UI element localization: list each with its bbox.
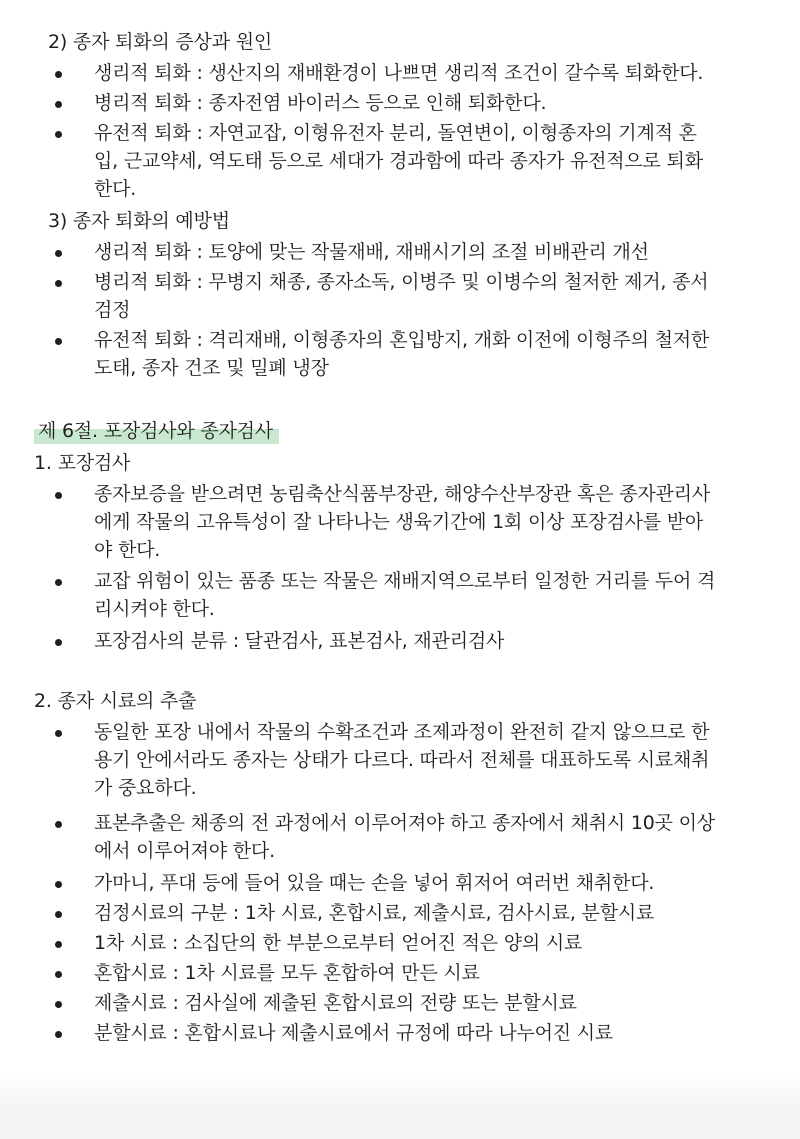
list-item-text: 에서 이루어져야 한다. (94, 840, 275, 862)
list-item-text: 포장검사의 분류 : 달관검사, 표본검사, 재관리검사 (94, 630, 505, 652)
list-item-text: 제출시료 : 검사실에 제출된 혼합시료의 전량 또는 분할시료 (94, 992, 577, 1014)
bullet-icon (55, 911, 62, 918)
list-item-text: 표본추출은 채종의 전 과정에서 이루어져야 하고 종자에서 채취시 10곳 이상 (94, 812, 715, 834)
page-bottom-margin (0, 1075, 800, 1139)
list-item-text: 에게 작물의 고유특성이 잘 나타나는 생육기간에 1회 이상 포장검사를 받아 (94, 511, 704, 533)
list-item-text: 종자보증을 받으려면 농림축산식품부장관, 해양수산부장관 혹은 종자관리사 (94, 483, 710, 505)
bullet-icon (55, 1001, 62, 1008)
subsection-heading-prevention: 3) 종자 퇴화의 예방법 (48, 210, 230, 232)
bullet-icon (55, 280, 62, 287)
bullet-icon (55, 821, 62, 828)
bullet-icon (55, 71, 62, 78)
heading-field-inspection: 1. 포장검사 (34, 452, 131, 474)
bullet-icon (55, 579, 62, 586)
subsection-heading-symptoms: 2) 종자 퇴화의 증상과 원인 (48, 31, 272, 53)
list-item-text: 병리적 퇴화 : 종자전염 바이러스 등으로 인해 퇴화한다. (94, 92, 547, 114)
bullet-icon (55, 131, 62, 138)
bullet-icon (55, 338, 62, 345)
list-item-text: 검정시료의 구분 : 1차 시료, 혼합시료, 제출시료, 검사시료, 분할시료 (94, 902, 655, 924)
list-item-text: 입, 근교약세, 역도태 등으로 세대가 경과함에 따라 종자가 유전적으로 퇴화 (94, 150, 703, 172)
list-item-text: 분할시료 : 혼합시료나 제출시료에서 규정에 따라 나누어진 시료 (94, 1022, 614, 1044)
bullet-icon (55, 1031, 62, 1038)
bullet-icon (55, 730, 62, 737)
list-item-text: 교잡 위험이 있는 품종 또는 작물은 재배지역으로부터 일정한 거리를 두어 격 (94, 570, 716, 592)
bullet-icon (55, 881, 62, 888)
bullet-icon (55, 492, 62, 499)
list-item-text: 가마니, 푸대 등에 들어 있을 때는 손을 넣어 휘저어 여러번 채취한다. (94, 872, 655, 894)
bullet-icon (55, 941, 62, 948)
list-item-text: 동일한 포장 내에서 작물의 수확조건과 조제과정이 완전히 같지 않으므로 한 (94, 721, 710, 743)
list-item-text: 생리적 퇴화 : 생산지의 재배환경이 나쁘면 생리적 조건이 갈수록 퇴화한다. (94, 62, 704, 84)
list-item-text: 리시켜야 한다. (94, 598, 215, 620)
list-item-text: 병리적 퇴화 : 무병지 채종, 종자소독, 이병주 및 이병수의 철저한 제거, 종서 (94, 271, 709, 293)
list-item-text: 생리적 퇴화 : 토양에 맞는 작물재배, 재배시기의 조절 비배관리 개선 (94, 241, 649, 263)
list-item-text: 도태, 종자 건조 및 밀폐 냉장 (94, 357, 329, 379)
section-title-highlighted: 제 6절. 포장검사와 종자검사 (34, 418, 279, 444)
list-item-text: 유전적 퇴화 : 격리재배, 이형종자의 혼입방지, 개화 이전에 이형주의 철저한 (94, 329, 710, 351)
list-item-text: 검정 (94, 299, 131, 321)
list-item-text: 가 중요하다. (94, 777, 197, 799)
list-item-text: 혼합시료 : 1차 시료를 모두 혼합하여 만든 시료 (94, 962, 480, 984)
list-item-text: 유전적 퇴화 : 자연교잡, 이형유전자 분리, 돌연변이, 이형종자의 기계적 혼 (94, 122, 697, 144)
bullet-icon (55, 250, 62, 257)
bullet-icon (55, 101, 62, 108)
list-item-text: 야 한다. (94, 539, 161, 561)
heading-seed-sampling: 2. 종자 시료의 추출 (34, 690, 197, 712)
bullet-icon (55, 639, 62, 646)
list-item-text: 용기 안에서라도 종자는 상태가 다르다. 따라서 전체를 대표하도록 시료채취 (94, 749, 710, 771)
list-item-text: 1차 시료 : 소집단의 한 부분으로부터 얻어진 적은 양의 시료 (94, 932, 583, 954)
list-item-text: 한다. (94, 178, 137, 200)
bullet-icon (55, 971, 62, 978)
